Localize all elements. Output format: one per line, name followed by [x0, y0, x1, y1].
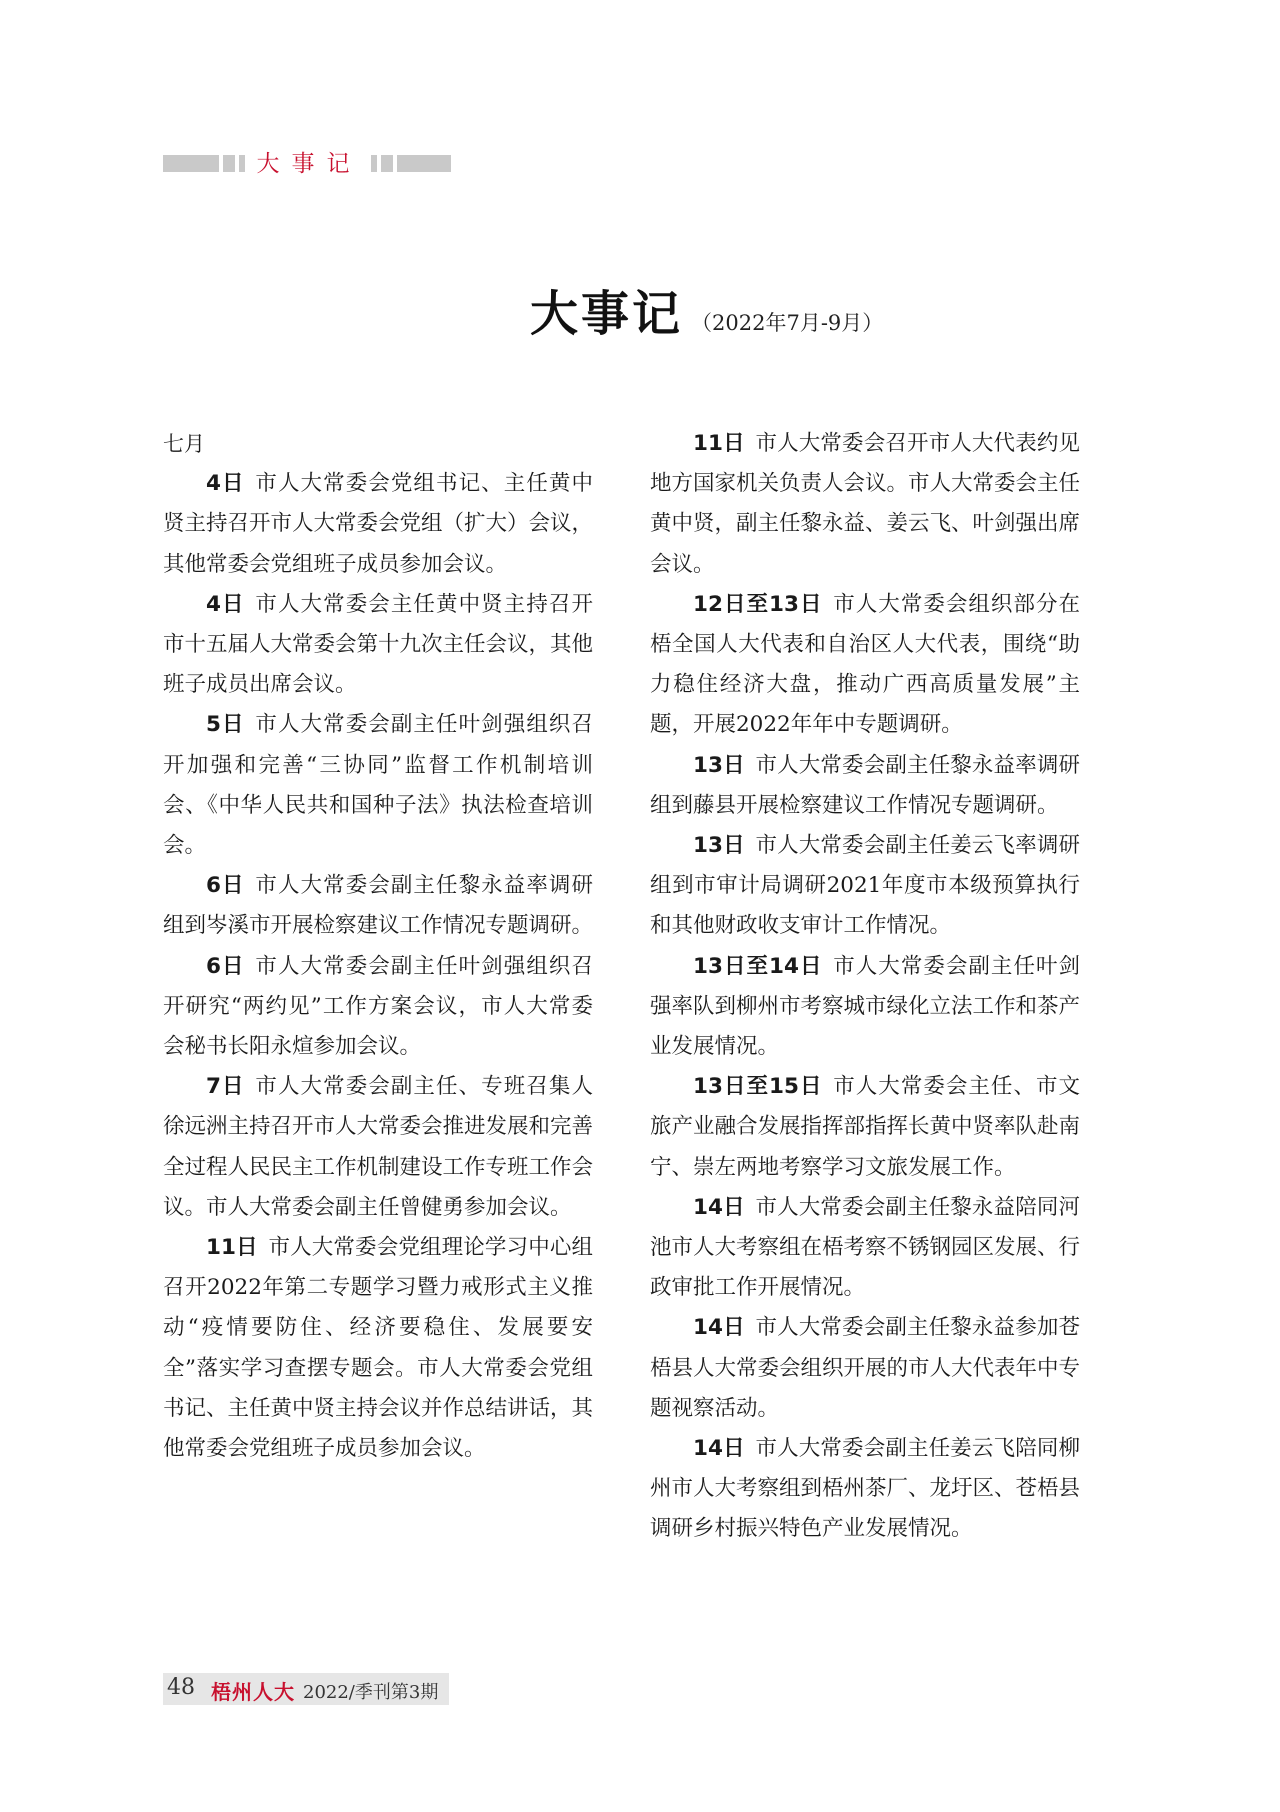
event-text: 市人大常委会副主任黎永益参加苍梧县人大常委会组织开展的市人大代表年中专题视察活动。	[650, 1315, 1081, 1421]
event-entry	[650, 1188, 1080, 1309]
event-entry	[650, 947, 1080, 1068]
event-entry	[650, 424, 1080, 585]
event-entry	[650, 826, 1080, 947]
section-label: 大事记	[256, 151, 362, 177]
event-text: 市人大常委会党组书记、主任黄中贤主持召开市人大常委会党组（扩大）会议，其他常委会党组班子成员参加会议。	[163, 471, 594, 577]
event-text: 市人大常委会副主任叶剑强率队到柳州市考察城市绿化立法工作和茶产业发展情况。	[650, 953, 1081, 1060]
event-text: 市人大常委会组织部分在梧全国人大代表和自治区人大代表，围绕“助力稳住经济大盘，推动广西高质量发展”主题，开展2022年年中专题调研。	[650, 591, 1080, 738]
header-bar	[239, 155, 245, 172]
event-date: 14日	[693, 1194, 745, 1220]
issue-label: 2022/季刊第3期	[303, 1682, 439, 1703]
page-title-date-range: （2022年7月-9月）	[691, 311, 884, 335]
section-header	[163, 150, 451, 176]
left-column	[163, 424, 593, 1469]
month-heading: 七月	[163, 432, 205, 456]
event-date: 4日	[206, 591, 245, 617]
event-entry	[650, 1308, 1080, 1429]
right-column	[650, 424, 1080, 1550]
event-date: 11日	[693, 431, 745, 456]
header-bar	[397, 155, 451, 172]
event-entry	[163, 585, 593, 706]
event-text: 市人大常委会召开市人大代表约见地方国家机关负责人会议。市人大常委会主任黄中贤，副主任黎永益、姜云飞、叶剑强出席会议。	[650, 431, 1081, 577]
event-text: 市人大常委会副主任叶剑强组织召开研究“两约见”工作方案会议，市人大常委会秘书长阳永煊参加会议。	[163, 953, 593, 1060]
event-entry	[163, 866, 593, 946]
event-date: 14日	[693, 1436, 745, 1462]
event-date: 4日	[206, 471, 245, 497]
header-bar	[223, 155, 235, 172]
header-bar	[381, 155, 393, 172]
event-entry	[163, 947, 593, 1068]
header-bar	[163, 155, 219, 172]
event-date: 13日	[693, 752, 745, 778]
event-date: 11日	[206, 1235, 258, 1261]
event-entry	[650, 585, 1080, 746]
event-text: 市人大常委会副主任黎永益率调研组到岑溪市开展检察建议工作情况专题调研。	[163, 873, 594, 939]
event-entry	[163, 464, 593, 585]
event-text: 市人大常委会党组理论学习中心组召开2022年第二专题学习暨力戒形式主义推动“疫情要防住、经济要稳住、发展要安全”落实学习查摆专题会。市人大常委会党组书记、主任黄中贤主持会议并作总结讲话，其他常委会党组班子成员参加会议。	[163, 1235, 594, 1462]
event-date: 6日	[206, 873, 245, 899]
event-text: 市人大常委会副主任姜云飞陪同柳州市人大考察组到梧州茶厂、龙圩区、苍梧县调研乡村振兴特色产业发展情况。	[650, 1436, 1081, 1542]
event-text: 市人大常委会副主任黎永益陪同河池市人大考察组在梧考察不锈钢园区发展、行政审批工作开展情况。	[650, 1194, 1081, 1301]
event-entry	[163, 1067, 593, 1228]
page-title-main: 大事记	[530, 286, 684, 342]
event-date: 13日至15日	[693, 1074, 823, 1100]
event-text: 市人大常委会副主任、专班召集人徐远洲主持召开市人大常委会推进发展和完善全过程人民民主工作机制建设工作专班工作会议。市人大常委会副主任曾健勇参加会议。	[163, 1074, 594, 1220]
event-text: 市人大常委会副主任黎永益率调研组到藤县开展检察建议工作情况专题调研。	[650, 752, 1080, 818]
event-text: 市人大常委会副主任叶剑强组织召开加强和完善“三协同”监督工作机制培训会、《中华人民共和国种子法》执法检查培训会。	[163, 712, 593, 859]
event-date: 5日	[206, 712, 245, 738]
page-number: 48	[167, 1675, 195, 1700]
event-entry	[650, 746, 1080, 826]
event-date: 13日至14日	[693, 953, 823, 979]
event-text: 市人大常委会主任黄中贤主持召开市十五届人大常委会第十九次主任会议，其他班子成员出席会议。	[163, 591, 594, 698]
event-date: 6日	[206, 953, 245, 979]
event-entry	[163, 705, 593, 866]
header-bar	[371, 155, 377, 172]
event-text: 市人大常委会副主任姜云飞率调研组到市审计局调研2021年度市本级预算执行和其他财政收支审计工作情况。	[650, 833, 1080, 939]
event-entry	[650, 1429, 1080, 1550]
event-entry	[163, 1228, 593, 1469]
page-title	[530, 275, 883, 344]
event-entry	[650, 1067, 1080, 1188]
event-date: 14日	[693, 1315, 745, 1341]
magazine-name: 梧州人大	[211, 1680, 295, 1704]
event-date: 7日	[206, 1074, 245, 1100]
event-date: 13日	[693, 833, 745, 859]
event-text: 市人大常委会主任、市文旅产业融合发展指挥部指挥长黄中贤率队赴南宁、崇左两地考察学习文旅发展工作。	[650, 1074, 1081, 1180]
page-footer	[163, 1673, 449, 1705]
event-date: 12日至13日	[693, 591, 823, 617]
